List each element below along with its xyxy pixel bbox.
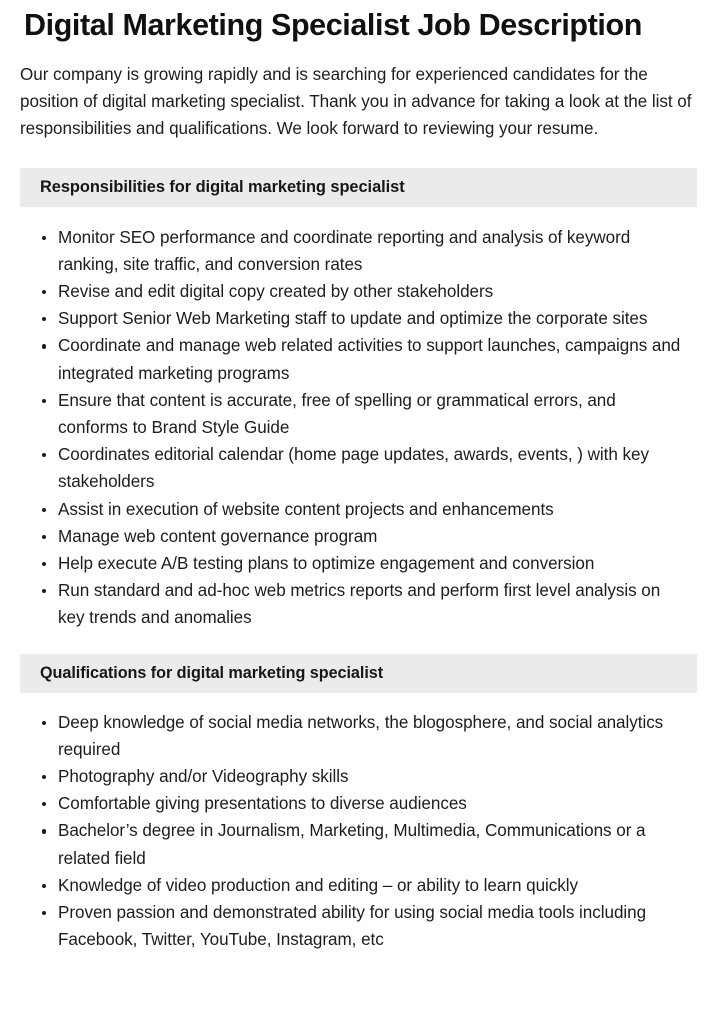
page-title: Digital Marketing Specialist Job Description [24, 8, 642, 42]
section-header-responsibilities [20, 168, 697, 207]
list-item: Manage web content governance program [0, 523, 720, 550]
list-item: Run standard and ad-hoc web metrics reports and perform first level analysis on key trends and anomalies [0, 577, 720, 631]
list-item: Photography and/or Videography skills [0, 763, 720, 790]
list-item: Bachelor’s degree in Journalism, Marketing, Multimedia, Communications or a related field [0, 817, 720, 871]
list-item: Comfortable giving presentations to diverse audiences [0, 790, 720, 817]
list-item: Monitor SEO performance and coordinate reporting and analysis of keyword ranking, site traffic, and conversion rates [0, 224, 720, 278]
list-item: Support Senior Web Marketing staff to update and optimize the corporate sites [0, 305, 720, 332]
section-qualifications [0, 654, 720, 954]
list-item: Proven passion and demonstrated ability for using social media tools including Facebook, Twitter, YouTube, Instagram, etc [0, 899, 720, 953]
list-item: Assist in execution of website content projects and enhancements [0, 496, 720, 523]
list-item: Knowledge of video production and editing – or ability to learn quickly [0, 872, 720, 899]
list-item: Help execute A/B testing plans to optimize engagement and conversion [0, 550, 720, 577]
section-header-qualifications [20, 654, 697, 693]
list-item: Ensure that content is accurate, free of spelling or grammatical errors, and conforms to Brand Style Guide [0, 387, 720, 441]
list-item: Deep knowledge of social media networks, the blogosphere, and social analytics required [0, 709, 720, 763]
list-item: Revise and edit digital copy created by other stakeholders [0, 278, 720, 305]
qualifications-list [0, 693, 720, 954]
intro-paragraph: Our company is growing rapidly and is searching for experienced candidates for the position of digital marketing specialist. Thank you in advance for taking a look at the list of responsibilities and qualifications. We look forward to reviewing your resume. [20, 65, 692, 139]
list-item: Coordinate and manage web related activities to support launches, campaigns and integrated marketing programs [0, 332, 720, 386]
list-item: Coordinates editorial calendar (home page updates, awards, events, ) with key stakeholders [0, 441, 720, 495]
responsibilities-list [0, 207, 720, 632]
section-heading-label: Responsibilities for digital marketing specialist [40, 177, 405, 196]
section-responsibilities [0, 168, 720, 632]
section-heading-label: Qualifications for digital marketing specialist [40, 664, 384, 683]
